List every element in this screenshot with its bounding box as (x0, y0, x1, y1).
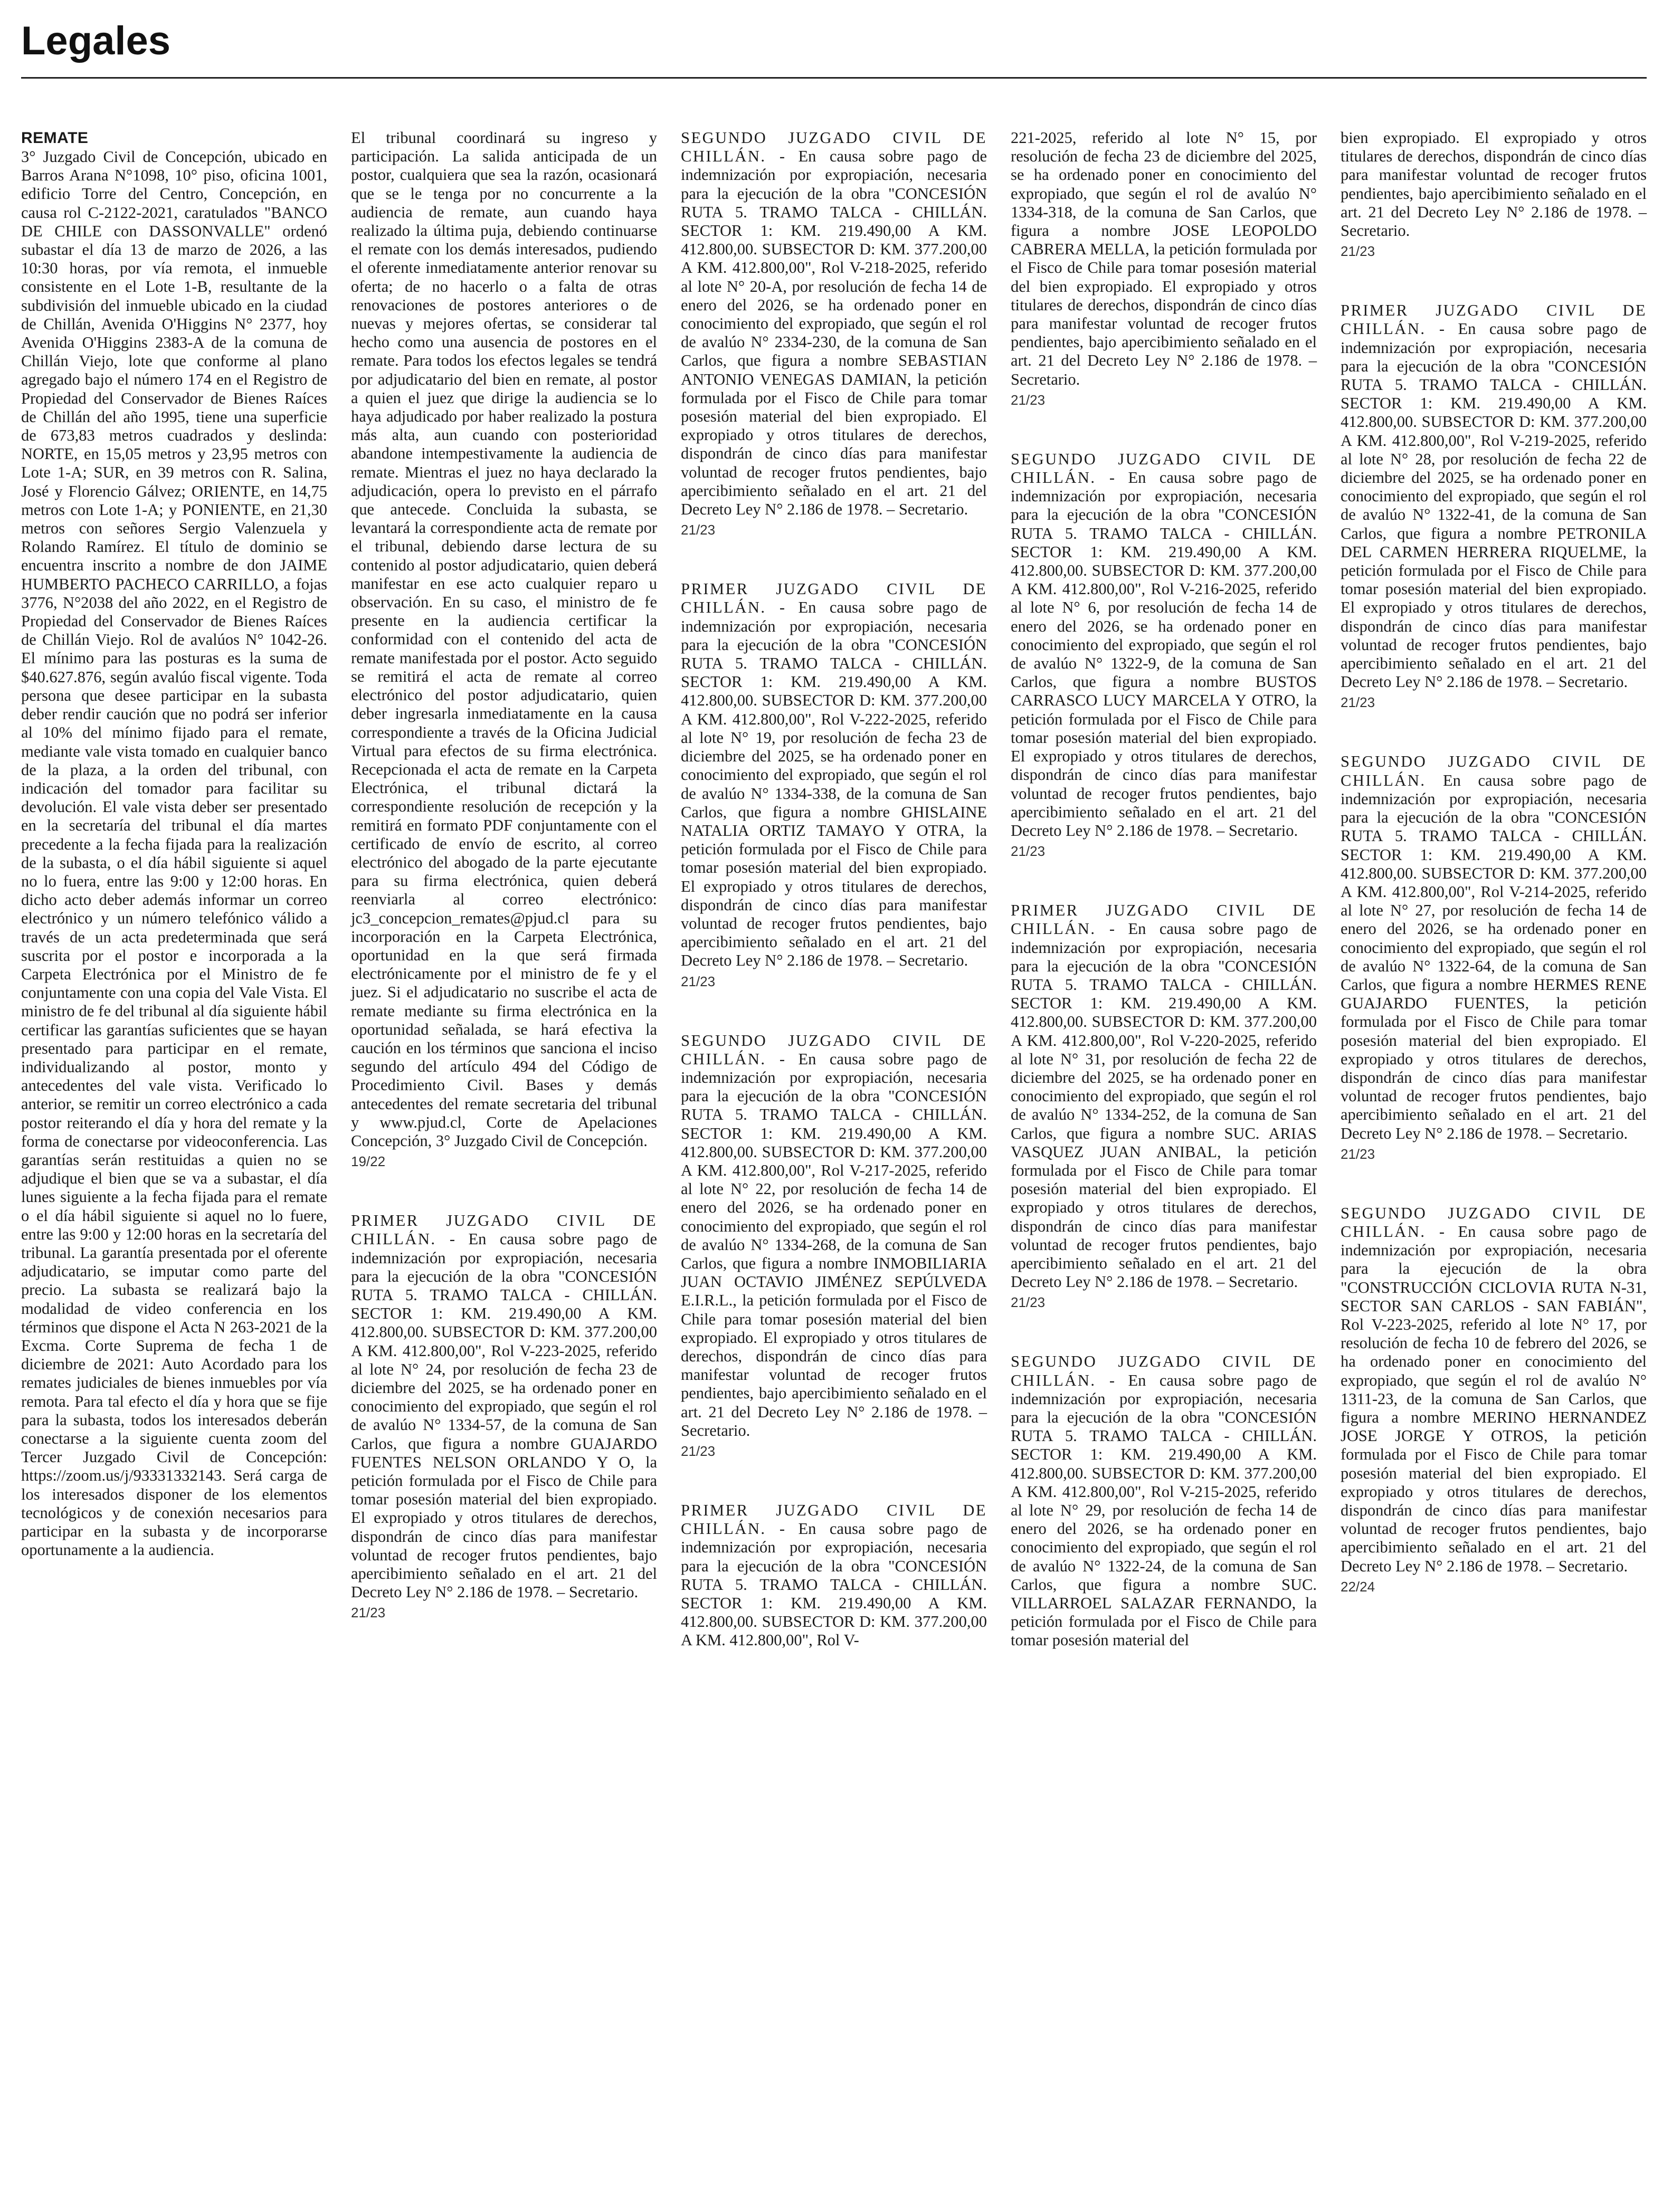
notice-code: 21/23 (681, 973, 716, 989)
notice-body: - En causa sobre pago de indemnización por expropiación, necesaria para la ejecución de la obra "CONSTRUCCIÓN CICLOVIA RUTA N-31, SECTOR SAN CARLOS - SAN FABIÁN", Rol V-223-2025, referido al lote N° 17, por resolución de fecha 10 de febrero del 2026, se ha ordenado poner en conocimiento del expropiado, que según el rol de avalúo N° 1311-23, de la comuna de San Carlos, que figura a nombre MERINO HERNANDEZ JOSE JORGE Y OTROS, la petición formulada por el Fisco de Chile para tomar posesión material del bien expropiado. El expropiado y otros titulares de derechos, dispondrán de cinco días para manifestar voluntad de recoger frutos pendientes, bajo apercibimiento señalado en el art. 21 del Decreto Ley N° 2.186 de 1978. – Secretario. (1341, 1222, 1647, 1575)
court-name: SEGUNDO JUZGADO CIVIL DE CHILLÁN. (1011, 1352, 1317, 1389)
notice-body: - En causa sobre pago de indemnización por expropiación, necesaria para la ejecución de la obra "CONCESIÓN RUTA 5. TRAMO TALCA - CHILLÁN. SECTOR 1: KM. 219.490,00 A KM. 412.800,00. SUBSECTOR D: KM. 377.200,00 A KM. 412.800,00", Rol V- (681, 1520, 987, 1650)
column-5 (1341, 129, 1647, 1691)
notice-body: El tribunal coordinará su ingreso y participación. La salida anticipada de un postor, cualquiera que sea la razón, ocasionará que se le tenga por no concurrente a la audiencia de remate, aun cuando haya realizado la última puja, debiendo continuarse el remate con los demás interesados, pudiendo el oferente inmediatamente anterior renovar su oferta; de no hacerlo o a falta de otras renovaciones de postores anteriores o de nuevas y mejores ofertas, se considerar tal hecho como una ausencia de postores en el remate. Para todos los efectos legales se tendrá por adjudicatario del bien en remate, al postor a quien el juez que dirige la audiencia se lo haya adjudicado por haber realizado la postura más alta, aun cuando con posterioridad abandone intempestivamente la audiencia de remate. Mientras el juez no haya declarado la adjudicación, opera lo previsto en el párrafo que antecede. Concluida la subasta, se levantará la correspondiente acta de remate por el tribunal, debiendo darse lectura de su contenido al postor adjudicatario, quien deberá manifestar en ese acto cualquier reparo u observación. En su caso, el ministro de fe presente en la audiencia certificar la conformidad con el contenido del acta de remate manifestada por el postor. Acto seguido se remitirá el acta de remate al correo electrónico del postor adjudicatario, quien deber ingresarla inmediatamente en la causa correspondiente a través de la Oficina Judicial Virtual para efectos de su firma electrónica. Recepcionada el acta de remate en la Carpeta Electrónica, el tribunal dictará la correspondiente resolución de recepción y la remitirá en formato PDF conjuntamente con el certificado de envío de escrito, al correo electrónico del abogado de la parte ejecutante para su firma electrónica, quien deberá reenviarla al correo electrónico: jc3_concepcion_remates@pjud.cl para su incorporación en la Carpeta Electrónica, oportunidad en la que será firmada electrónicamente por el ministro de fe y el juez. Si el adjudicatario no suscribe el acta de remate mediante su firma electrónica en la oportunidad señalada, se hará efectiva la caución en los términos que sanciona el inciso segundo del artículo 494 del Código de Procedimiento Civil. Bases y demás antecedentes del remate secretaria del tribunal y www.pjud.cl, Corte de Apelaciones Concepción, 3° Juzgado Civil de Concepción. (351, 129, 657, 1150)
notice-body: - En causa sobre pago de indemnización por expropiación, necesaria para la ejecución de la obra "CONCESIÓN RUTA 5. TRAMO TALCA - CHILLÁN. SECTOR 1: KM. 219.490,00 A KM. 412.800,00. SUBSECTOR D: KM. 377.200,00 A KM. 412.800,00", Rol V-220-2025, referido al lote N° 31, por resolución de fecha 22 de diciembre del 2025, se ha ordenado poner en conocimiento del expropiado, que según el rol de avalúo N° 1334-252, de la comuna de San Carlos, que figura a nombre SUC. ARIAS VASQUEZ JUAN ANIBAL, la petición formulada por el Fisco de Chile para tomar posesión material del bien expropiado. El expropiado y otros titulares de derechos, dispondrán de cinco días para manifestar voluntad de recoger frutos pendientes, bajo apercibimiento señalado en el art. 21 del Decreto Ley N° 2.186 de 1978. – Secretario. (1011, 920, 1317, 1291)
column-1 (21, 129, 327, 1691)
expropriation-notice (1011, 450, 1317, 860)
expropriation-notice (1341, 1204, 1647, 1596)
court-name: SEGUNDO JUZGADO CIVIL DE CHILLÁN. (681, 129, 987, 166)
court-name: SEGUNDO JUZGADO CIVIL DE CHILLÁN. (1011, 450, 1317, 487)
notice-body: - En causa sobre pago de indemnización por expropiación, necesaria para la ejecución de la obra "CONCESIÓN RUTA 5. TRAMO TALCA - CHILLÁN. SECTOR 1: KM. 219.490,00 A KM. 412.800,00. SUBSECTOR D: KM. 377.200,00 A KM. 412.800,00", Rol V-217-2025, referido al lote N° 22, por resolución de fecha 14 de enero del 2026, se ha ordenado poner en conocimiento del expropiado, que según el rol de avalúo N° 1334-268, de la comuna de San Carlos, que figura a nombre INMOBILIARIA JUAN OCTAVIO JIMÉNEZ SEPÚLVEDA E.I.R.L., la petición formulada por el Fisco de Chile para tomar posesión material del bien expropiado. El expropiado y otros titulares de derechos, dispondrán de cinco días para manifestar voluntad de recoger frutos pendientes, bajo apercibimiento señalado en el art. 21 del Decreto Ley N° 2.186 de 1978. – Secretario. (681, 1050, 987, 1439)
court-name: PRIMER JUZGADO CIVIL DE CHILLÁN. (351, 1212, 657, 1248)
notice-body: bien expropiado. El expropiado y otros titulares de derechos, dispondrán de cinco días para manifestar voluntad de recoger frutos pendientes, bajo apercibimiento señalado en el art. 21 del Decreto Ley N° 2.186 de 1978. – Secretario. (1341, 129, 1647, 240)
notice-code: 21/23 (1011, 392, 1046, 408)
remate-notice-continued (351, 129, 657, 1170)
court-name: SEGUNDO JUZGADO CIVIL DE CHILLÁN. (1341, 752, 1647, 789)
court-name: SEGUNDO JUZGADO CIVIL DE CHILLÁN. (681, 1031, 987, 1068)
notice-body: En causa sobre pago de indemnización por expropiación, necesaria para la ejecución de la obra "CONCESIÓN RUTA 5. TRAMO TALCA - CHILLÁN. SECTOR 1: KM. 219.490,00 A KM. 412.800,00. SUBSECTOR D: KM. 377.200,00 A KM. 412.800,00", Rol V-214-2025, referido al lote N° 27, por resolución de fecha 14 de enero del 2026, se ha ordenado poner en conocimiento del expropiado, que según el rol de avalúo N° 1322-64, de la comuna de San Carlos, que figura a nombre HERMES RENE GUAJARDO FUENTES, la petición formulada por el Fisco de Chile para tomar posesión material del bien expropiado. El expropiado y otros titulares de derechos, dispondrán de cinco días para manifestar voluntad de recoger frutos pendientes, bajo apercibimiento señalado en el art. 21 del Decreto Ley N° 2.186 de 1978. – Secretario. (1341, 771, 1647, 1142)
court-name: PRIMER JUZGADO CIVIL DE CHILLÁN. (681, 580, 987, 617)
column-3 (681, 129, 987, 1691)
notice-code: 22/24 (1341, 1578, 1375, 1595)
header-divider (21, 77, 1647, 79)
notice-code: 21/23 (1341, 694, 1375, 711)
notice-code: 21/23 (1341, 243, 1375, 260)
expropriation-notice (1341, 301, 1647, 711)
expropriation-notice-continued (1011, 129, 1317, 409)
legal-notices-columns (21, 129, 1648, 1691)
notice-heading: REMATE (21, 129, 89, 147)
expropriation-notice (681, 1501, 987, 1650)
court-name: PRIMER JUZGADO CIVIL DE CHILLÁN. (681, 1501, 987, 1538)
notice-code: 21/23 (681, 522, 716, 538)
notice-code: 21/23 (1341, 1146, 1375, 1162)
column-4 (1011, 129, 1317, 1691)
notice-body: - En causa sobre pago de indemnización por expropiación, necesaria para la ejecución de la obra "CONCESIÓN RUTA 5. TRAMO TALCA - CHILLÁN. SECTOR 1: KM. 219.490,00 A KM. 412.800,00. SUBSECTOR D: KM. 377.200,00 A KM. 412.800,00", Rol V-223-2025, referido al lote N° 24, por resolución de fecha 23 de diciembre del 2025, se ha ordenado poner en conocimiento del expropiado, que según el rol de avalúo N° 1334-57, de la comuna de San Carlos, que figura a nombre GUAJARDO FUENTES NELSON ORLANDO Y O, la petición formulada por el Fisco de Chile para tomar posesión material del bien expropiado. El expropiado y otros titulares de derechos, dispondrán de cinco días para manifestar voluntad de recoger frutos pendientes, bajo apercibimiento señalado en el art. 21 del Decreto Ley N° 2.186 de 1978. – Secretario. (351, 1230, 657, 1601)
notice-code: 21/23 (681, 1443, 716, 1459)
expropriation-notice-continued (1341, 129, 1647, 260)
remate-notice (21, 129, 327, 1559)
expropriation-notice (351, 1212, 657, 1622)
court-name: SEGUNDO JUZGADO CIVIL DE CHILLÁN. (1341, 1204, 1647, 1241)
court-name: PRIMER JUZGADO CIVIL DE CHILLÁN. (1341, 301, 1647, 338)
notice-code: 21/23 (1011, 843, 1046, 860)
notice-body: 3° Juzgado Civil de Concepción, ubicado en Barros Arana N°1098, 10° piso, oficina 1001, edificio Torre del Centro, Concepción, en causa rol C-2122-2021, caratulados "BANCO DE CHILE con DASSONVALLE" ordenó subastar el día 13 de marzo de 2026, a las 10:30 horas, por vía remota, el inmueble consistente en el Lote 1-B, resultante de la subdivisión del inmueble ubicado en la ciudad de Chillán, Avenida O'Higgins N° 2377, hoy Avenida O'Higgins 2383-A de la comuna de Chillán Viejo, lote que conforme al plano agregado bajo el número 174 en el Registro de Propiedad del Conservador de Bienes Raíces de Chillán del año 1995, tiene una superficie de 673,83 metros cuadrados y deslinda: NORTE, en 15,05 metros y 23,95 metros con Lote 1-A; SUR, en 39 metros con R. Salina, José y Florencio Gálvez; ORIENTE, en 14,75 metros con Lote 1-A; y PONIENTE, en 21,30 metros con señores Sergio Valenzuela y Rolando Ramírez. El título de dominio se encuentra inscrito a nombre de don JAIME HUMBERTO PACHECO CARRILLO, a fojas 3776, N°2038 del año 2022, en el Registro de Propiedad del Conservador de Bienes Raíces de Chillán Viejo. Rol de avalúos N° 1042-26. El mínimo para las posturas es la suma de $40.627.876, según avalúo fiscal vigente. Toda persona que desee participar en la subasta deber rendir caución que no podrá ser inferior al 10% del mínimo fijado para el remate, mediante vale vista tomado en cualquier banco de la plaza, a la orden del tribunal, con indicación del tomador para facilitar su devolución. El vale vista deber ser presentado en la secretaría del tribunal el día martes precedente a la fecha fijada para la realización de la subasta, o el día hábil siguiente si aquel no lo fuera, entre las 9:00 y 12:00 horas. En dicho acto deber además informar un correo electrónico y un número telefónico válido a través de un acta predeterminada que será suscrita por el postor e incorporada a la Carpeta Electrónica por el Ministro de fe conjuntamente con una copia del Vale Vista. El ministro de fe del tribunal al día siguiente hábil certificar las garantías suficientes que se hayan presentado para participar en el remate, individualizando al postor, monto y antecedentes del vale vista. Verificado lo anterior, se remitir un correo electrónico a cada postor reiterando el día y hora del remate y la forma de conectarse por videoconferencia. Las garantías serán restituidas a quien no se adjudique el bien que se va a subastar, el día lunes siguiente a la fecha fijada para el remate o el día hábil siguiente si aquel no lo fuere, entre las 9:00 y 12:00 horas en la secretaría del tribunal. La garantía presentada por el oferente adjudicatario, se imputar como parte del precio. La subasta se realizará bajo la modalidad de video conferencia en los términos que dispone el Acta N 263-2021 de la Excma. Corte Suprema de fecha 1 de diciembre de 2021: Auto Acordado para los remates judiciales de bienes inmuebles por vía remota. Para tal efecto el día y hora que se fije para la subasta, todos los interesados deberán conectarse a la siguiente cuenta zoom del Tercer Juzgado Civil de Concepción: https://zoom.us/j/93331332143. Será carga de los interesados disponer de los elementos tecnológicos y de conexión necesarios para participar en la subasta y de incorporarse oportunamente a la audiencia. (21, 148, 327, 1559)
expropriation-notice (681, 129, 987, 539)
expropriation-notice (1341, 752, 1647, 1162)
expropriation-notice (681, 580, 987, 990)
notice-code: 21/23 (351, 1605, 386, 1621)
notice-body: - En causa sobre pago de indemnización por expropiación, necesaria para la ejecución de la obra "CONCESIÓN RUTA 5. TRAMO TALCA - CHILLÁN. SECTOR 1: KM. 219.490,00 A KM. 412.800,00. SUBSECTOR D: KM. 377.200,00 A KM. 412.800,00", Rol V-218-2025, referido al lote N° 20-A, por resolución de fecha 14 de enero del 2026, se ha ordenado poner en conocimiento del expropiado, que según el rol de avalúo N° 2334-230, de la comuna de San Carlos, que figura a nombre SEBASTIAN ANTONIO VENEGAS DAMIAN, la petición formulada por el Fisco de Chile para tomar posesión material del bien expropiado. El expropiado y otros titulares de derechos, dispondrán de cinco días para manifestar voluntad de recoger frutos pendientes, bajo apercibimiento señalado en el art. 21 del Decreto Ley N° 2.186 de 1978. – Secretario. (681, 147, 987, 519)
notice-body: - En causa sobre pago de indemnización por expropiación, necesaria para la ejecución de la obra "CONCESIÓN RUTA 5. TRAMO TALCA - CHILLÁN. SECTOR 1: KM. 219.490,00 A KM. 412.800,00. SUBSECTOR D: KM. 377.200,00 A KM. 412.800,00", Rol V-216-2025, referido al lote N° 6, por resolución de fecha 14 de enero del 2026, se ha ordenado poner en conocimiento del expropiado, que según el rol de avalúo N° 1322-9, de la comuna de San Carlos, que figura a nombre BUSTOS CARRASCO LUCY MARCELA Y OTRO, la petición formulada por el Fisco de Chile para tomar posesión material del bien expropiado. El expropiado y otros titulares de derechos, dispondrán de cinco días para manifestar voluntad de recoger frutos pendientes, bajo apercibimiento señalado en el art. 21 del Decreto Ley N° 2.186 de 1978. – Secretario. (1011, 469, 1317, 840)
expropriation-notice (681, 1032, 987, 1460)
page-header (21, 15, 1647, 79)
notice-code: 21/23 (1011, 1294, 1046, 1311)
notice-code: 19/22 (351, 1153, 386, 1170)
expropriation-notice (1011, 1352, 1317, 1650)
notice-body: - En causa sobre pago de indemnización por expropiación, necesaria para la ejecución de la obra "CONCESIÓN RUTA 5. TRAMO TALCA - CHILLÁN. SECTOR 1: KM. 219.490,00 A KM. 412.800,00. SUBSECTOR D: KM. 377.200,00 A KM. 412.800,00", Rol V-215-2025, referido al lote N° 29, por resolución de fecha 14 de enero del 2026, se ha ordenado poner en conocimiento del expropiado, que según el rol de avalúo N° 1322-24, de la comuna de San Carlos, que figura a nombre SUC. VILLARROEL SALAZAR FERNANDO, la petición formulada por el Fisco de Chile para tomar posesión material del (1011, 1371, 1317, 1650)
notice-body: - En causa sobre pago de indemnización por expropiación, necesaria para la ejecución de la obra "CONCESIÓN RUTA 5. TRAMO TALCA - CHILLÁN. SECTOR 1: KM. 219.490,00 A KM. 412.800,00. SUBSECTOR D: KM. 377.200,00 A KM. 412.800,00", Rol V-222-2025, referido al lote N° 19, por resolución de fecha 23 de diciembre del 2025, se ha ordenado poner en conocimiento del expropiado, que según el rol de avalúo N° 1334-338, de la comuna de San Carlos, que figura a nombre GHISLAINE NATALIA ORTIZ TAMAYO Y OTRA, la petición formulada por el Fisco de Chile para tomar posesión material del bien expropiado. El expropiado y otros titulares de derechos, dispondrán de cinco días para manifestar voluntad de recoger frutos pendientes, bajo apercibimiento señalado en el art. 21 del Decreto Ley N° 2.186 de 1978. – Secretario. (681, 598, 987, 970)
column-2 (351, 129, 657, 1691)
expropriation-notice (1011, 901, 1317, 1311)
court-name: PRIMER JUZGADO CIVIL DE CHILLÁN. (1011, 901, 1317, 938)
notice-body: - En causa sobre pago de indemnización por expropiación, necesaria para la ejecución de la obra "CONCESIÓN RUTA 5. TRAMO TALCA - CHILLÁN. SECTOR 1: KM. 219.490,00 A KM. 412.800,00. SUBSECTOR D: KM. 377.200,00 A KM. 412.800,00", Rol V-219-2025, referido al lote N° 28, por resolución de fecha 22 de diciembre del 2025, se ha ordenado poner en conocimiento del expropiado, que según el rol de avalúo N° 1322-41, de la comuna de San Carlos, que figura a nombre PETRONILA DEL CARMEN HERRERA RIQUELME, la petición formulada por el Fisco de Chile para tomar posesión material del bien expropiado. El expropiado y otros titulares de derechos, dispondrán de cinco días para manifestar voluntad de recoger frutos pendientes, bajo apercibimiento señalado en el art. 21 del Decreto Ley N° 2.186 de 1978. – Secretario. (1341, 320, 1647, 691)
notice-body: 221-2025, referido al lote N° 15, por resolución de fecha 23 de diciembre del 2025, se ha ordenado poner en conocimiento del expropiado, que según el rol de avalúo N° 1334-318, de la comuna de San Carlos, que figura a nombre JOSE LEOPOLDO CABRERA MELLA, la petición formulada por el Fisco de Chile para tomar posesión material del bien expropiado. El expropiado y otros titulares de derechos, dispondrán de cinco días para manifestar voluntad de recoger frutos pendientes, bajo apercibimiento señalado en el art. 21 del Decreto Ley N° 2.186 de 1978. – Secretario. (1011, 129, 1317, 388)
section-title: Legales (21, 18, 171, 63)
